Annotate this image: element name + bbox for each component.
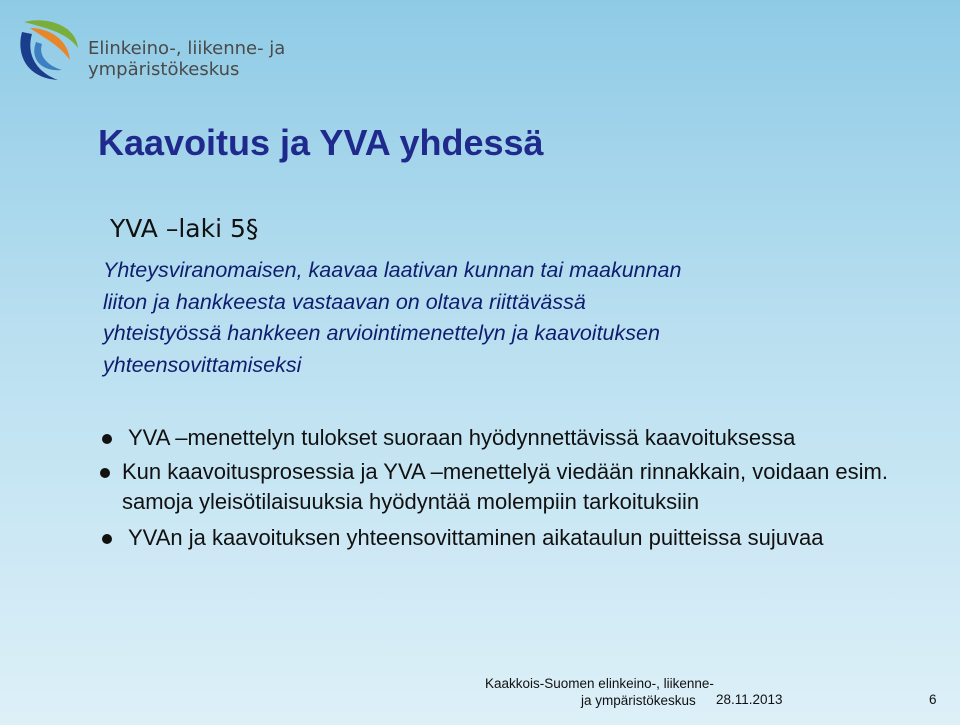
bullet-item <box>100 423 900 453</box>
org-name-line2: ympäristökeskus <box>88 59 240 80</box>
bullet-text: YVAn ja kaavoituksen yhteensovittaminen aikataulun puitteissa sujuvaa <box>128 525 824 550</box>
footer-org-line1: Kaakkois-Suomen elinkeino-, liikenne- <box>485 676 714 691</box>
page-number: 6 <box>929 692 937 707</box>
bullet-list <box>100 423 900 553</box>
bullet-dot-icon <box>100 468 110 478</box>
bullet-dot-icon <box>102 534 112 544</box>
bullet-item <box>100 523 900 553</box>
org-name-line1: Elinkeino-, liikenne- ja <box>88 38 286 59</box>
intro-line: yhteistyössä hankkeen arviointimenettelyn ja kaavoituksen <box>103 321 660 345</box>
intro-line: liiton ja hankkeesta vastaavan on oltava riittävässä <box>103 289 586 314</box>
footer-date: 28.11.2013 <box>716 692 783 707</box>
footer-org-line2: ja ympäristökeskus <box>581 693 696 708</box>
ely-centre-logo-icon <box>18 18 80 82</box>
bullet-text: YVA –menettelyn tulokset suoraan hyödynnettävissä kaavoituksessa <box>128 425 796 450</box>
slide-title: Kaavoitus ja YVA yhdessä <box>98 122 544 163</box>
intro-paragraph <box>103 255 823 381</box>
intro-line: Yhteysviranomaisen, kaavaa laativan kunnan tai maakunnan <box>103 258 682 282</box>
section-heading: YVA –laki 5§ <box>110 214 259 243</box>
bullet-dot-icon <box>102 434 112 444</box>
bullet-item <box>100 457 900 517</box>
bullet-text: Kun kaavoitusprosessia ja YVA –menettelyä viedään rinnakkain, voidaan esim. samoja yleisötilaisuuksia hyödyntää molempiin tarkoituksiin <box>122 459 888 514</box>
organization-name <box>88 38 285 80</box>
intro-line: yhteensovittamiseksi <box>103 352 302 377</box>
footer-organization <box>485 675 745 709</box>
